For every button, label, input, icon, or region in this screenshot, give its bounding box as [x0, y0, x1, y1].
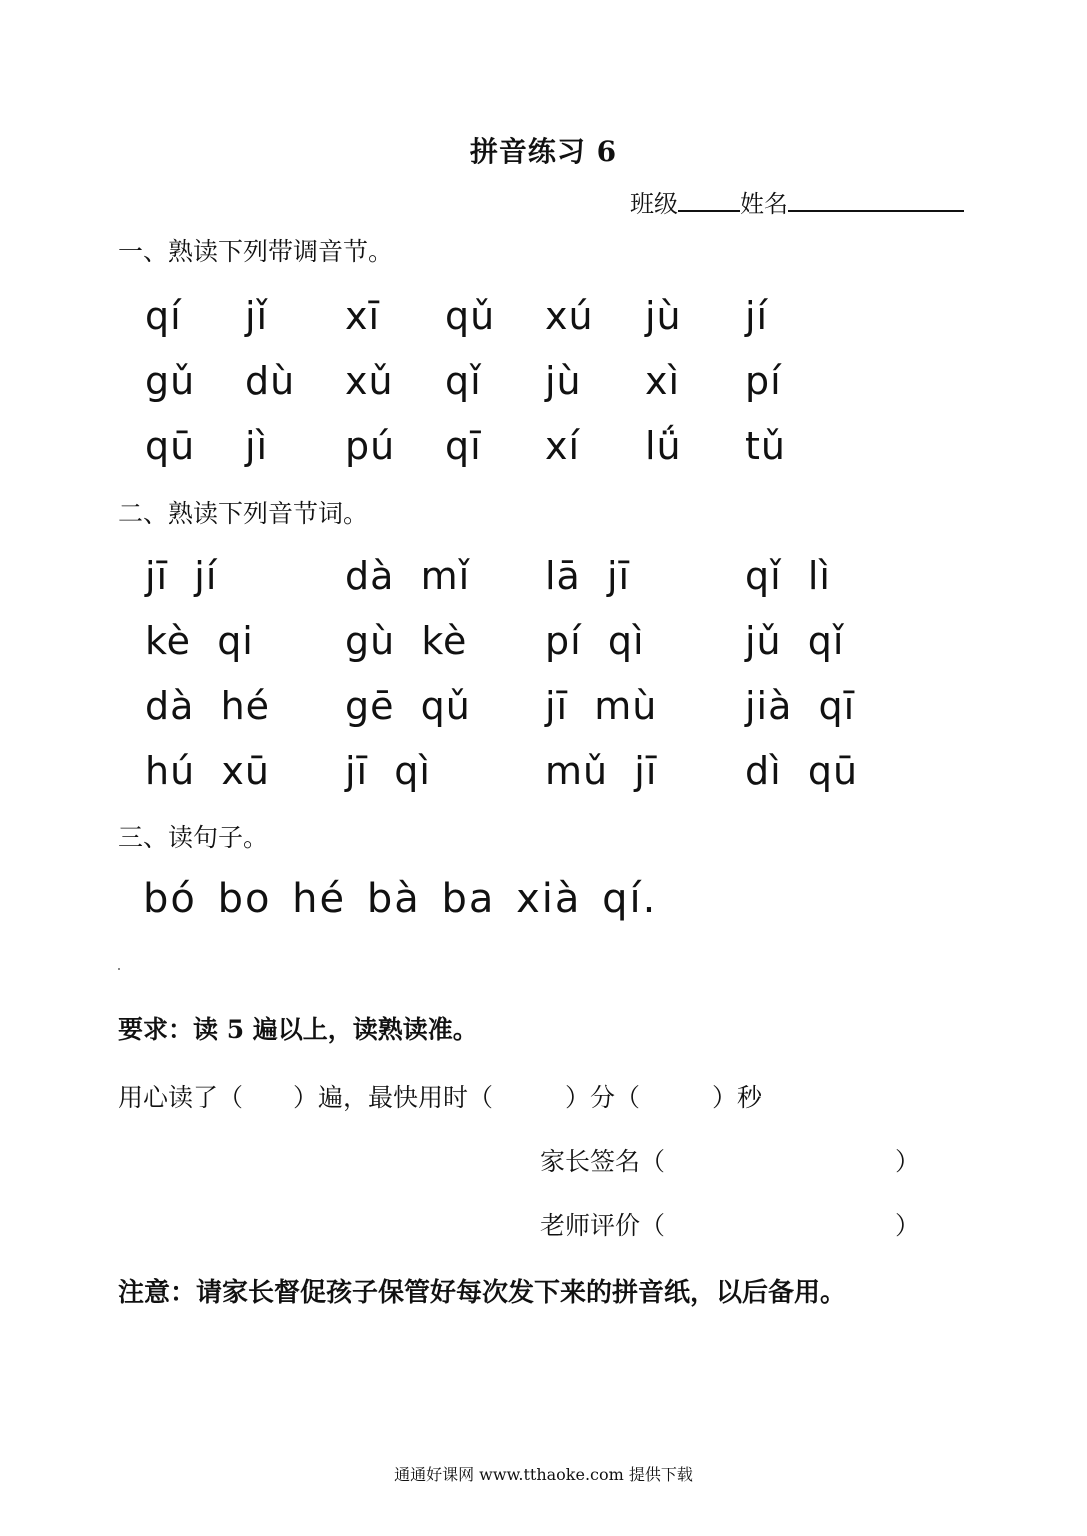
syllable: xǔ	[345, 359, 394, 403]
name-label: 姓名	[740, 190, 788, 218]
parent-sign-label: 家长签名（	[540, 1147, 666, 1176]
syllable: jǐ	[245, 294, 269, 338]
reading-record-line	[118, 1078, 762, 1114]
note-text: 注意：请家长督促孩子保管好每次发下来的拼音纸，以后备用。	[118, 1278, 847, 1308]
class-name-line	[630, 184, 964, 219]
syllable-word: gē qǔ	[345, 684, 471, 728]
page-title: 拼音练习 6	[469, 135, 618, 168]
syllable: jù	[645, 294, 682, 338]
syllable-word: jǔ qǐ	[745, 619, 845, 663]
stray-dot	[118, 968, 120, 970]
teacher-eval-label: 老师评价（	[540, 1211, 666, 1240]
syllable-word: dà hé	[145, 684, 271, 728]
syllable-word: gù kè	[345, 619, 468, 663]
syllable: qī	[445, 424, 482, 468]
syllable-word: jià qī	[745, 684, 856, 728]
footer-text: 通通好课网 www.tthaoke.com 提供下载	[394, 1465, 693, 1484]
syllable: xī	[345, 294, 381, 338]
syllable: jí	[745, 294, 769, 338]
syllable: jì	[245, 424, 269, 468]
syllable-word: jī mù	[545, 684, 658, 728]
class-blank[interactable]	[678, 188, 740, 212]
syllable: lǘ	[645, 424, 682, 468]
teacher-eval-close: ）	[895, 1211, 921, 1240]
section1-heading: 一、熟读下列带调音节。	[118, 237, 394, 266]
syllable: pí	[745, 359, 782, 403]
section2-heading: 二、熟读下列音节词。	[118, 499, 369, 528]
requirement-text: 要求：读 5 遍以上，读熟读准。	[118, 1015, 478, 1044]
record-text-3: ）分（	[565, 1083, 641, 1112]
record-text-4: ）秒	[712, 1083, 763, 1112]
syllable: tǔ	[745, 424, 786, 468]
name-blank[interactable]	[788, 188, 964, 212]
syllable: qǔ	[445, 294, 496, 338]
teacher-evaluation-line	[540, 1206, 920, 1242]
section3-sentence: bó bo hé bà ba xià qí.	[143, 876, 658, 922]
syllable: xì	[645, 359, 681, 403]
syllable: xú	[545, 294, 594, 338]
syllable: dù	[245, 359, 296, 403]
syllable-word: dì qū	[745, 749, 859, 793]
record-text-1: 用心读了（	[118, 1083, 244, 1112]
syllable: jù	[545, 359, 582, 403]
syllable: qí	[145, 294, 182, 338]
syllable: gǔ	[145, 359, 196, 403]
syllable: qǐ	[445, 359, 482, 403]
syllable: qū	[145, 424, 196, 468]
syllable-word: jī jí	[145, 554, 218, 598]
syllable-word: mǔ jī	[545, 749, 658, 793]
section3-heading: 三、读句子。	[118, 823, 269, 852]
syllable-word: lā jī	[545, 554, 631, 598]
syllable: pú	[345, 424, 396, 468]
syllable-word: hú xū	[145, 749, 270, 793]
parent-sign-close: ）	[895, 1147, 921, 1176]
syllable: xí	[545, 424, 581, 468]
record-text-2: ）遍，最快用时（	[293, 1083, 494, 1112]
syllable-word: pí qì	[545, 619, 645, 663]
parent-signature-line	[540, 1142, 920, 1178]
syllable-word: jī qì	[345, 749, 431, 793]
syllable-word: kè qi	[145, 619, 254, 663]
class-label: 班级	[630, 190, 678, 218]
syllable-word: qǐ lì	[745, 554, 831, 598]
syllable-word: dà mǐ	[345, 554, 471, 598]
